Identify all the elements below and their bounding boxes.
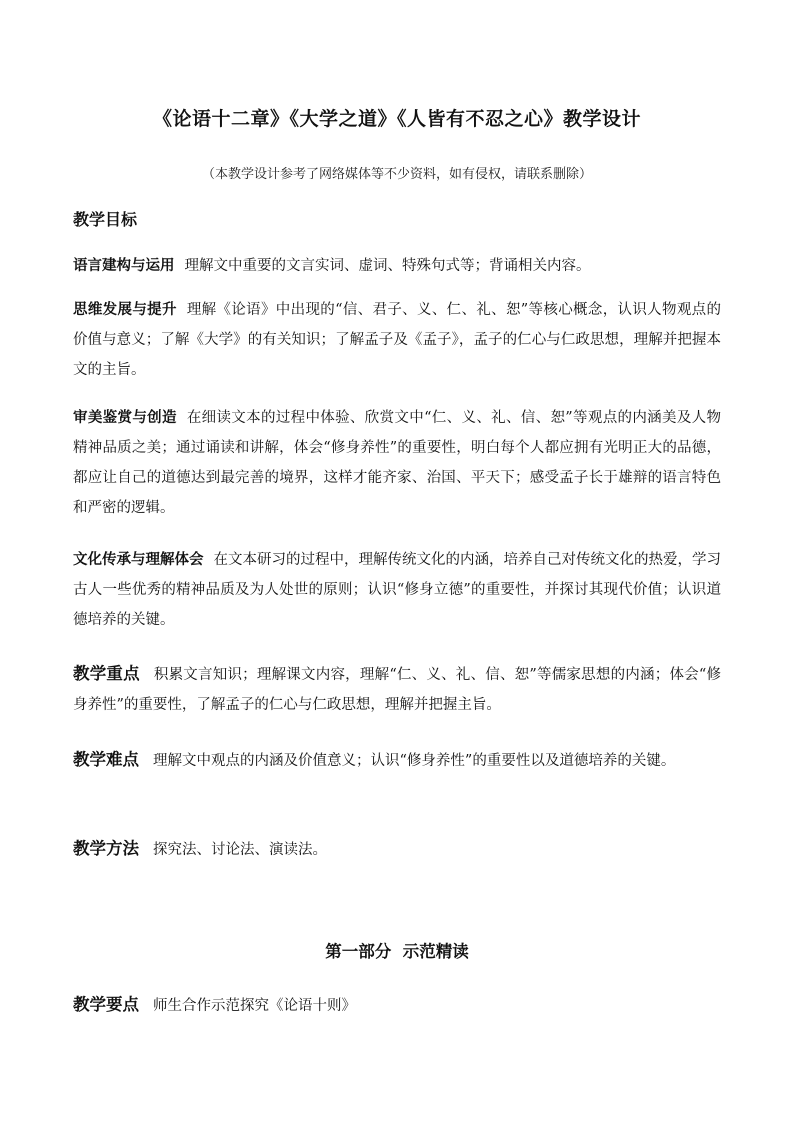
objective-label: 语言建构与运用 — [73, 257, 175, 274]
key-points-text: 积累文言知识；理解课文内容，理解“仁、义、礼、信、恕”等儒家思想的内涵；体会“修身养性”的重要性，了解孟子的仁心与仁政思想，理解并把握主旨。 — [73, 667, 721, 713]
objective-label: 文化传承与理解体会 — [73, 551, 204, 568]
methods-text: 探究法、讨论法、演读法。 — [153, 842, 327, 858]
objective-culture — [73, 545, 721, 635]
difficulties — [73, 745, 721, 776]
part-one-points — [73, 990, 721, 1021]
methods — [73, 834, 721, 865]
section-title: 第一部分 示范精读 — [325, 942, 469, 961]
objective-text: 理解《论语》中出现的“信、君子、义、仁、礼、恕”等核心概念，认识人物观点的价值与意义；了解《大学》的有关知识；了解孟子及《孟子》，孟子的仁心与仁政思想，理解并把握本文的主旨。 — [73, 302, 721, 378]
part-one-label: 教学要点 — [73, 995, 139, 1014]
document-title: 《论语十二章》《大学之道》《人皆有不忍之心》教学设计 — [152, 108, 641, 130]
objective-text: 理解文中重要的文言实词、虚词、特殊句式等；背诵相关内容。 — [184, 258, 591, 274]
objective-aesthetic — [73, 403, 721, 523]
part-one-text: 师生合作示范探究《论语十则》 — [153, 998, 356, 1014]
objective-language — [73, 251, 721, 281]
objective-text: 在文本研习的过程中，理解传统文化的内涵，培养自己对传统文化的热爱，学习古人一些优秀的精神品质及为人处世的原则；认识“修身立德”的重要性，并探讨其现代价值；认识道德培养的关键。 — [73, 552, 721, 628]
key-points-label: 教学重点 — [73, 664, 140, 683]
objective-label: 审美鉴赏与创造 — [73, 409, 177, 426]
key-points — [73, 659, 721, 720]
document-subtitle: （本教学设计参考了网络媒体等不少资料，如有侵权，请联系删除） — [201, 167, 592, 182]
objective-text: 在细读文本的过程中体验、欣赏文中“仁、义、礼、信、恕”等观点的内涵美及人物精神品质之美；通过诵读和讲解，体会“修身养性”的重要性，明白每个人都应拥有光明正大的品德，都应让自己的道德达到最完善的境界，这样才能齐家、治国、平天下；感受孟子长于雄辩的语言特色和严密的逻辑。 — [73, 410, 721, 516]
objectives-heading: 教学目标 — [73, 210, 138, 229]
objective-thinking — [73, 295, 721, 385]
difficulties-label: 教学难点 — [73, 750, 139, 769]
methods-label: 教学方法 — [73, 839, 139, 858]
difficulties-text: 理解文中观点的内涵及价值意义；认识“修身养性”的重要性以及道德培养的关键。 — [153, 753, 676, 769]
objective-label: 思维发展与提升 — [73, 301, 177, 318]
